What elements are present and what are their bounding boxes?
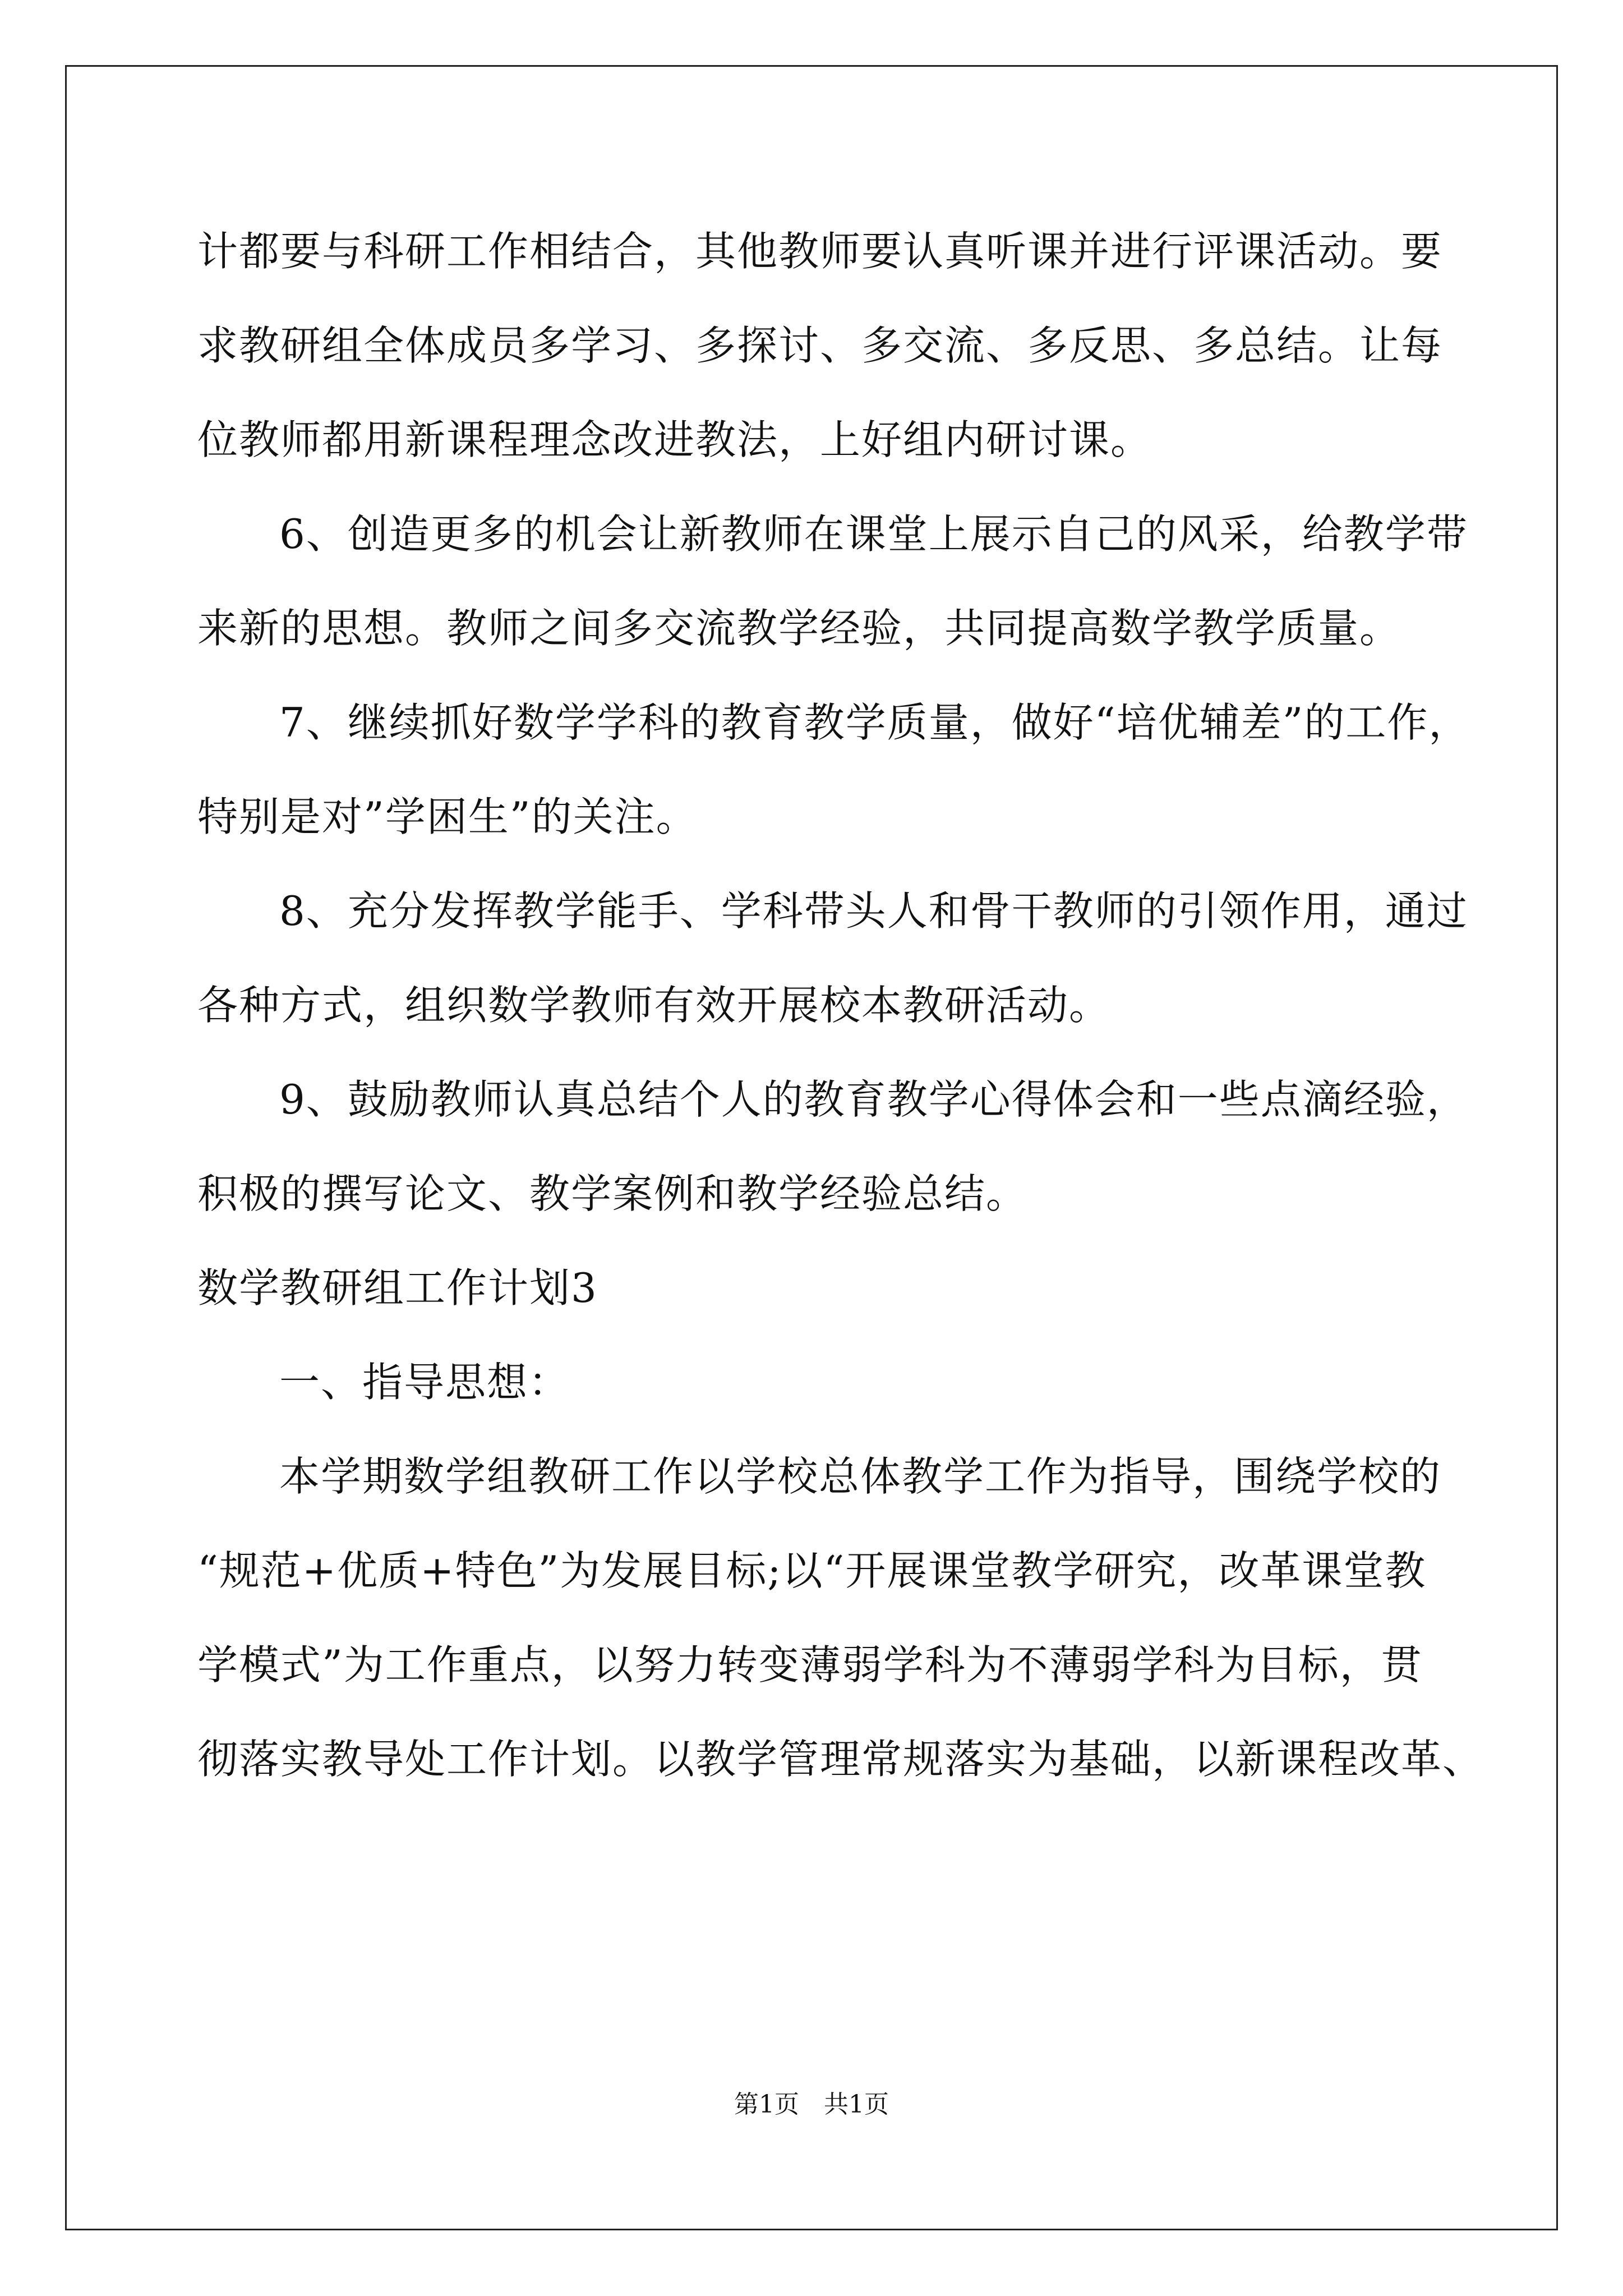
text-line: 彻落实教导处工作计划。以教学管理常规落实为基础，以新课程改革、 (197, 1736, 1484, 1783)
text-line: 求教研组全体成员多学习、多探讨、多交流、多反思、多总结。让每 (197, 322, 1443, 369)
paragraph-item-6: 6、创造更多的机会让新教师在课堂上展示自己的风采，给教学带 (279, 510, 1468, 558)
paragraph-item-7: 7、继续抓好数学学科的教育教学质量，做好“培优辅差”的工作， (279, 699, 1470, 746)
text-line: “规范+优质+特色”为发展目标;以“开展课堂教学研究，改革课堂教 (197, 1547, 1427, 1594)
text-line: 学模式”为工作重点，以努力转变薄弱学科为不薄弱学科为目标，贯 (197, 1641, 1423, 1688)
text-line: 特别是对”学困生”的关注。 (197, 793, 698, 840)
text-line: 计都要与科研工作相结合，其他教师要认真听课并进行评课活动。要 (197, 228, 1443, 275)
subsection-heading: 一、指导思想： (279, 1359, 570, 1406)
page-border (65, 65, 1558, 2230)
section-title: 数学教研组工作计划3 (197, 1264, 598, 1312)
text-line: 各种方式，组织数学教师有效开展校本教研活动。 (197, 982, 1111, 1029)
text-line: 位教师都用新课程理念改进教法，上好组内研讨课。 (197, 416, 1152, 463)
paragraph-item-9: 9、鼓励教师认真总结个人的教育教学心得体会和一些点滴经验， (279, 1076, 1468, 1123)
text-line: 积极的撰写论文、教学案例和教学经验总结。 (197, 1170, 1028, 1217)
text-line: 来新的思想。教师之间多交流教学经验，共同提高数学教学质量。 (197, 605, 1401, 652)
paragraph-item-8: 8、充分发挥教学能手、学科带头人和骨干教师的引领作用，通过 (279, 887, 1468, 935)
page-number-footer: 第1页 共1页 (734, 2090, 889, 2119)
paragraph-start: 本学期数学组教研工作以学校总体教学工作为指导，围绕学校的 (279, 1453, 1442, 1500)
